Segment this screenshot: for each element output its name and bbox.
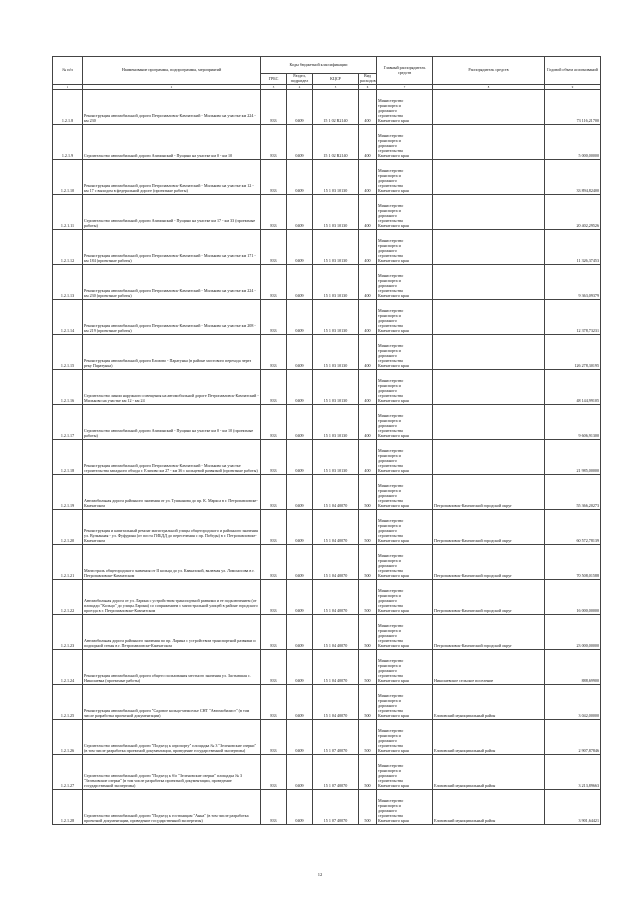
row-vr: 500 (359, 510, 377, 545)
row-grbs: 833 (261, 195, 287, 230)
row-grbs: 833 (261, 90, 287, 125)
row-recipient: Елизовский муниципальный район (433, 720, 545, 755)
row-admin: Министерство транспорта и дорожного строительства Камчатского края (377, 510, 433, 545)
row-recipient: Елизовский муниципальный район (433, 755, 545, 790)
table-row (53, 300, 601, 335)
row-csr: 15 1 02 R2140 (313, 90, 359, 125)
row-number: 1.2.1.18 (53, 440, 83, 475)
row-grbs: 833 (261, 335, 287, 370)
budget-table-page (52, 56, 600, 825)
header-idx: 9 (545, 85, 601, 90)
row-admin: Министерство транспорта и дорожного строительства Камчатского края (377, 440, 433, 475)
row-recipient (433, 160, 545, 195)
row-name: Строительство линии наружного освещения на автомобильной дороге Петропавловск-Камчатский - Мильково на участке км 12 - км 24 (83, 370, 261, 405)
row-admin: Министерство транспорта и дорожного строительства Камчатского края (377, 195, 433, 230)
row-csr: 15 1 03 10130 (313, 230, 359, 265)
row-name: Реконструкция автомобильной дороги Петропавловск-Камчатский - Мильково на участке км 171 - км 184 (проектные работы) (83, 230, 261, 265)
header-recipient: Распорядитель средств (433, 57, 545, 85)
row-vr: 400 (359, 125, 377, 160)
row-recipient: Петропавловск-Камчатский городской округ (433, 580, 545, 615)
row-recipient (433, 265, 545, 300)
row-name: Реконструкция автомобильной дороги Петропавловск-Камчатский - Мильково на участке км 224 - км 230 (проектные работы) (83, 265, 261, 300)
row-rzpr: 0409 (287, 790, 313, 825)
row-rzpr: 0409 (287, 580, 313, 615)
row-amount: 9 606,91300 (545, 405, 601, 440)
row-vr: 500 (359, 720, 377, 755)
row-vr: 500 (359, 545, 377, 580)
table-row (53, 90, 601, 125)
table-row (53, 265, 601, 300)
row-csr: 15 1 04 40070 (313, 580, 359, 615)
row-amount: 9 363,09379 (545, 265, 601, 300)
row-vr: 500 (359, 685, 377, 720)
row-amount: 48 144,99105 (545, 370, 601, 405)
row-number: 1.2.1.16 (53, 370, 83, 405)
row-amount: 12 378,73231 (545, 300, 601, 335)
header-admin: Главный распорядитель средств (377, 57, 433, 85)
row-recipient: Петропавловск-Камчатский городской округ (433, 545, 545, 580)
row-admin: Министерство транспорта и дорожного строительства Камчатского края (377, 265, 433, 300)
row-admin: Министерство транспорта и дорожного строительства Камчатского края (377, 650, 433, 685)
row-name: Реконструкция автомобильной дороги Петропавловск-Камчатский - Мильково на участке км 208 - км 219 (проектные работы) (83, 300, 261, 335)
table-row (53, 510, 601, 545)
header-total: Годовой объем ассигнований (545, 57, 601, 85)
table-row (53, 790, 601, 825)
header-idx: 1 (53, 85, 83, 90)
row-vr: 500 (359, 475, 377, 510)
row-csr: 15 1 07 40070 (313, 755, 359, 790)
row-amount: 70 508,01588 (545, 545, 601, 580)
header-num: № п/п (53, 57, 83, 85)
row-grbs: 833 (261, 545, 287, 580)
row-amount: 126 278,30195 (545, 335, 601, 370)
row-vr: 400 (359, 230, 377, 265)
header-idx: 4 (287, 85, 313, 90)
row-name: Реконструкция автомобильной дороги Петропавловск-Камчатский - Мильково на участке км 12 - км 17 с выходом в федеральной дороге (проектные работы) (83, 160, 261, 195)
row-csr: 15 1 03 10130 (313, 300, 359, 335)
table-row (53, 125, 601, 160)
row-amount: 55 366,20273 (545, 475, 601, 510)
row-grbs: 833 (261, 650, 287, 685)
row-number: 1.2.1.10 (53, 160, 83, 195)
row-recipient: Елизовский муниципальный район (433, 790, 545, 825)
table-row (53, 440, 601, 475)
row-amount: 3 042,00000 (545, 685, 601, 720)
row-amount: 11 326,37453 (545, 230, 601, 265)
row-admin: Министерство транспорта и дорожного строительства Камчатского края (377, 475, 433, 510)
row-csr: 15 1 03 10130 (313, 265, 359, 300)
row-number: 1.2.1.20 (53, 510, 83, 545)
header-idx: 8 (433, 85, 545, 90)
row-name: Автомобильная дорога районного значения по пр. Ларина с устройством транспортной развязки и подпорной стены в г. Петропавловске-Камчатском (83, 615, 261, 650)
header-csr: КЦСР (313, 74, 359, 85)
row-grbs: 833 (261, 265, 287, 300)
table-row (53, 650, 601, 685)
row-rzpr: 0409 (287, 160, 313, 195)
row-name: Магистраль общегородского значения от II кольца до ул. Кавказской, включая ул. Ломоносова в г. Петропавловске-Камчатском (83, 545, 261, 580)
row-grbs: 833 (261, 370, 287, 405)
row-csr: 15 1 03 10130 (313, 335, 359, 370)
row-recipient: Николаевское сельское поселение (433, 650, 545, 685)
header-idx: 5 (313, 85, 359, 90)
row-admin: Министерство транспорта и дорожного строительства Камчатского края (377, 545, 433, 580)
row-admin: Министерство транспорта и дорожного строительства Камчатского края (377, 160, 433, 195)
row-grbs: 833 (261, 790, 287, 825)
table-row (53, 685, 601, 720)
table-row (53, 720, 601, 755)
table-row (53, 160, 601, 195)
row-amount: 3 213,89663 (545, 755, 601, 790)
table-row (53, 230, 601, 265)
row-csr: 15 1 04 40070 (313, 510, 359, 545)
row-number: 1.2.1.22 (53, 580, 83, 615)
row-grbs: 833 (261, 615, 287, 650)
row-admin: Министерство транспорта и дорожного строительства Камчатского края (377, 230, 433, 265)
row-admin: Министерство транспорта и дорожного строительства Камчатского края (377, 90, 433, 125)
row-grbs: 833 (261, 440, 287, 475)
row-admin: Министерство транспорта и дорожного строительства Камчатского края (377, 790, 433, 825)
row-recipient: Петропавловск-Камчатский городской округ (433, 475, 545, 510)
header-codes-group: Коды бюджетной классификации (261, 57, 377, 74)
table-row (53, 755, 601, 790)
row-grbs: 833 (261, 685, 287, 720)
row-number: 1.2.1.12 (53, 230, 83, 265)
row-name: Строительство автомобильной дороги Апачинский - Пущино на участке км 0 - км 10 (83, 125, 261, 160)
row-vr: 400 (359, 370, 377, 405)
row-name: Строительство автомобильной дороги "Подъезд к гостиницам "Аннa" (в том числе разработка проектной документации, проведение государственной экспертизы) (83, 790, 261, 825)
row-name: Автомобильная дорога районного значения от ул. Тушканова до пр. К. Маркса в г. Петропавловске-Камчатском (83, 475, 261, 510)
budget-table (52, 56, 601, 825)
row-rzpr: 0409 (287, 720, 313, 755)
row-rzpr: 0409 (287, 685, 313, 720)
row-number: 1.2.1.24 (53, 650, 83, 685)
page-number: 12 (317, 872, 323, 877)
row-number: 1.2.1.19 (53, 475, 83, 510)
row-name: Строительство автомобильной дороги "Подъезд к б/о "Зеленовские озерки" площадка № 3 "Зеленовские озерки" (в том числе разработка проектной документации, проведение государственной экспертизы) (83, 755, 261, 790)
table-header (53, 57, 601, 90)
row-amount: 5 000,00000 (545, 125, 601, 160)
row-vr: 500 (359, 650, 377, 685)
row-admin: Министерство транспорта и дорожного строительства Камчатского края (377, 720, 433, 755)
table-row (53, 335, 601, 370)
row-csr: 15 1 04 40070 (313, 685, 359, 720)
header-name: Наименование программы, подпрограммы, мероприятий (83, 57, 261, 85)
row-vr: 400 (359, 195, 377, 230)
row-admin: Министерство транспорта и дорожного строительства Камчатского края (377, 685, 433, 720)
row-rzpr: 0409 (287, 650, 313, 685)
row-recipient (433, 335, 545, 370)
row-admin: Министерство транспорта и дорожного строительства Камчатского края (377, 580, 433, 615)
row-rzpr: 0409 (287, 230, 313, 265)
row-vr: 400 (359, 265, 377, 300)
row-name: Реконструкция автомобильной дороги общего пользования местного значения ул. Застывшая с. Николаевка (проектные работы) (83, 650, 261, 685)
row-rzpr: 0409 (287, 755, 313, 790)
row-grbs: 833 (261, 580, 287, 615)
header-grbs: ГРБС (261, 74, 287, 85)
row-recipient (433, 230, 545, 265)
row-recipient (433, 405, 545, 440)
row-rzpr: 0409 (287, 90, 313, 125)
row-csr: 15 1 03 10130 (313, 405, 359, 440)
row-admin: Министерство транспорта и дорожного строительства Камчатского края (377, 405, 433, 440)
row-name: Строительство автомобильной дороги "Подъезд к аэропорту" площадка № 3 "Зеленовские озерки" (в том числе разработка проектной документации, проведение государственной экспертизы) (83, 720, 261, 755)
table-row (53, 615, 601, 650)
row-admin: Министерство транспорта и дорожного строительства Камчатского края (377, 755, 433, 790)
row-amount: 20 402,29526 (545, 195, 601, 230)
row-recipient (433, 440, 545, 475)
row-vr: 400 (359, 90, 377, 125)
table-row (53, 405, 601, 440)
row-recipient: Петропавловск-Камчатский городской округ (433, 615, 545, 650)
row-number: 1.2.1.11 (53, 195, 83, 230)
row-admin: Министерство транспорта и дорожного строительства Камчатского края (377, 125, 433, 160)
row-number: 1.2.1.13 (53, 265, 83, 300)
row-recipient (433, 300, 545, 335)
table-row (53, 475, 601, 510)
row-vr: 500 (359, 615, 377, 650)
header-idx: 6 (359, 85, 377, 90)
row-grbs: 833 (261, 475, 287, 510)
table-row (53, 580, 601, 615)
row-recipient (433, 90, 545, 125)
row-recipient: Елизовский муниципальный район (433, 685, 545, 720)
row-grbs: 833 (261, 160, 287, 195)
row-name: Реконструкция и капитальный ремонт магистральной улицы общегородского и районного значения ул. Вулканная - ул. Фуфурина (от поста ГИБДД до пересечения с пр. Победы) в г. Петропавловске-Камчатском (83, 510, 261, 545)
row-admin: Министерство транспорта и дорожного строительства Камчатского края (377, 370, 433, 405)
row-number: 1.2.1.23 (53, 615, 83, 650)
row-name: Строительство автомобильной дороги Апачинский - Пущино на участке км 0 - км 10 (проектные работы) (83, 405, 261, 440)
row-recipient: Петропавловск-Камчатский городской округ (433, 510, 545, 545)
row-amount: 23 000,00000 (545, 615, 601, 650)
header-idx: 3 (261, 85, 287, 90)
row-vr: 400 (359, 405, 377, 440)
row-number: 1.2.1.15 (53, 335, 83, 370)
row-number: 1.2.1.14 (53, 300, 83, 335)
row-grbs: 833 (261, 510, 287, 545)
row-vr: 400 (359, 160, 377, 195)
row-number: 1.2.1.27 (53, 755, 83, 790)
row-csr: 15 1 03 10130 (313, 440, 359, 475)
row-vr: 500 (359, 755, 377, 790)
row-vr: 400 (359, 300, 377, 335)
row-amount: 33 894,82400 (545, 160, 601, 195)
row-rzpr: 0409 (287, 510, 313, 545)
row-rzpr: 0409 (287, 335, 313, 370)
row-recipient (433, 370, 545, 405)
row-recipient (433, 195, 545, 230)
table-row (53, 370, 601, 405)
row-csr: 15 1 04 40070 (313, 615, 359, 650)
header-idx: 2 (83, 85, 261, 90)
row-vr: 500 (359, 790, 377, 825)
table-body (53, 90, 601, 825)
table-row (53, 545, 601, 580)
row-csr: 15 1 07 40070 (313, 790, 359, 825)
row-amount: 3 901,64421 (545, 790, 601, 825)
row-name: Реконструкция автомобильной дороги Елизово - Паратунка (в районе мостового перехода через реку Паратунка) (83, 335, 261, 370)
row-number: 1.2.1.9 (53, 125, 83, 160)
row-vr: 400 (359, 335, 377, 370)
row-rzpr: 0409 (287, 125, 313, 160)
row-grbs: 833 (261, 125, 287, 160)
row-csr: 15 1 03 10130 (313, 195, 359, 230)
row-number: 1.2.1.17 (53, 405, 83, 440)
row-rzpr: 0409 (287, 545, 313, 580)
row-grbs: 833 (261, 300, 287, 335)
row-csr: 15 1 04 40070 (313, 475, 359, 510)
row-csr: 15 1 03 10130 (313, 370, 359, 405)
row-name: Реконструкция автомобильной дороги Петропавловск-Камчатский - Мильково на участке км 224 - км 230 (83, 90, 261, 125)
row-admin: Министерство транспорта и дорожного строительства Камчатского края (377, 615, 433, 650)
row-grbs: 833 (261, 720, 287, 755)
row-csr: 15 1 03 10130 (313, 160, 359, 195)
row-vr: 400 (359, 440, 377, 475)
row-grbs: 833 (261, 755, 287, 790)
row-number: 1.2.1.25 (53, 685, 83, 720)
row-number: 1.2.1.8 (53, 90, 83, 125)
row-rzpr: 0409 (287, 440, 313, 475)
row-number: 1.2.1.21 (53, 545, 83, 580)
row-name: Реконструкция автомобильной дороги "Садовое кольцо-межселье СНТ "Автомобилист" (в том числе разработка проектной документации) (83, 685, 261, 720)
row-name: Автомобильная дорога от ул. Ларина с устройством транспортной развязки и ее подключением (от площади "Кольцо" до улицы Ларина) со сопряжением с магистральной улицей в районе городского проезда в г. Петропавловске-Камчатском (83, 580, 261, 615)
table-row (53, 195, 601, 230)
row-grbs: 833 (261, 230, 287, 265)
row-name: Строительство автомобильной дороги Апачинский - Пущино на участке км 17 - км 33 (проектные работы) (83, 195, 261, 230)
row-rzpr: 0409 (287, 475, 313, 510)
row-name: Реконструкция автомобильной дороги Петропавловск-Камчатский - Мильково на участке строительства западного обхода г. Елизово км 27 - км 36 с кольцевой развязкой (проектные работы) (83, 440, 261, 475)
row-rzpr: 0409 (287, 405, 313, 440)
row-amount: 2 907,87846 (545, 720, 601, 755)
row-number: 1.2.1.28 (53, 790, 83, 825)
row-recipient (433, 125, 545, 160)
row-csr: 15 1 02 R2140 (313, 125, 359, 160)
row-csr: 15 1 04 40070 (313, 650, 359, 685)
row-rzpr: 0409 (287, 195, 313, 230)
row-amount: 888,69900 (545, 650, 601, 685)
row-amount: 16 000,00000 (545, 580, 601, 615)
row-rzpr: 0409 (287, 615, 313, 650)
row-rzpr: 0409 (287, 300, 313, 335)
row-amount: 60 572,78139 (545, 510, 601, 545)
row-rzpr: 0409 (287, 265, 313, 300)
row-admin: Министерство транспорта и дорожного строительства Камчатского края (377, 335, 433, 370)
row-vr: 500 (359, 580, 377, 615)
header-idx: 7 (377, 85, 433, 90)
row-rzpr: 0409 (287, 370, 313, 405)
row-number: 1.2.1.26 (53, 720, 83, 755)
row-amount: 21 985,00000 (545, 440, 601, 475)
row-csr: 15 1 04 40070 (313, 545, 359, 580)
header-vr: Вид расходов (360, 73, 376, 83)
header-rzpr: Раздел, подраздел (287, 74, 313, 85)
row-admin: Министерство транспорта и дорожного строительства Камчатского края (377, 300, 433, 335)
row-amount: 73 116,21700 (545, 90, 601, 125)
row-grbs: 833 (261, 405, 287, 440)
row-csr: 15 1 07 40070 (313, 720, 359, 755)
